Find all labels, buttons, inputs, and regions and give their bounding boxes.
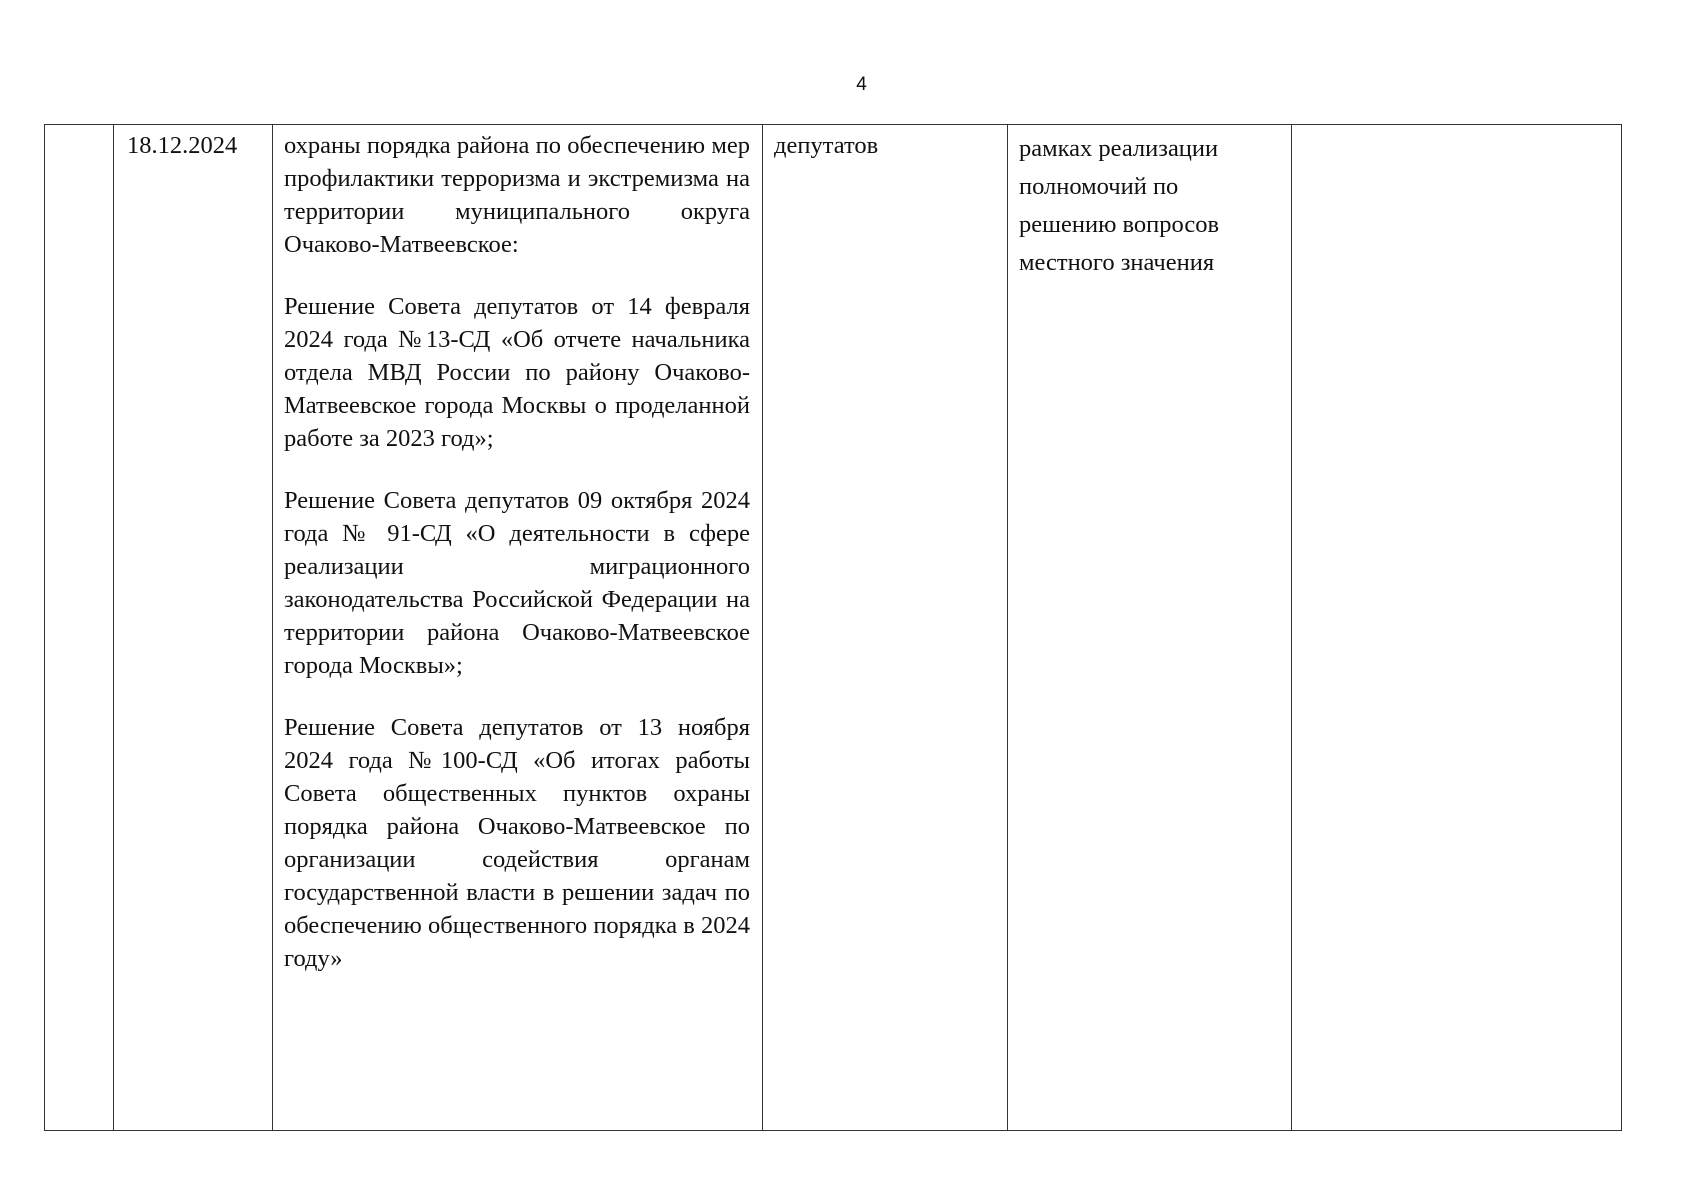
date-text: 18.12.2024 [127,132,238,159]
document-table [44,124,1622,1131]
table-row [45,125,1622,1131]
description-paragraph: Решение Совета депутатов от 14 февраля 2024 года №13-СД «Об отчете начальника отдела МВД России по району Очаково-Матвеевское города Москвы о проделанной работе за 2023 год»; [284,293,750,452]
cell-description [273,125,763,1131]
note-line: решению вопросов [1019,211,1220,238]
cell-date [114,125,273,1131]
cell-empty [1292,125,1622,1131]
note-line: местного значения [1019,249,1215,276]
note-line: полномочий по [1019,173,1179,200]
description-paragraph: Решение Совета депутатов от 13 ноября 2024 года №100-СД «Об итогах работы Совета общественных пунктов охраны порядка района Очаково-Матвеевское по организации содействия органам государственной власти в решении задач по обеспечению общественного порядка в 2024 году» [284,714,750,972]
page-number: 4 [856,74,867,95]
cell-number [45,125,114,1131]
description-paragraph: Решение Совета депутатов 09 октября 2024 года № 91-СД «О деятельности в сфере реализации миграционного законодательства Российской Федерации на территории района Очаково-Матвеевское города Москвы»; [284,487,750,679]
cell-responsible [763,125,1008,1131]
responsible-text: депутатов [774,132,879,159]
description-paragraph: охраны порядка района по обеспечению мер профилактики терроризма и экстремизма на территории муниципального округа Очаково-Матвеевское: [284,132,750,258]
note-line: рамках реализации [1019,135,1219,162]
cell-note [1008,125,1292,1131]
